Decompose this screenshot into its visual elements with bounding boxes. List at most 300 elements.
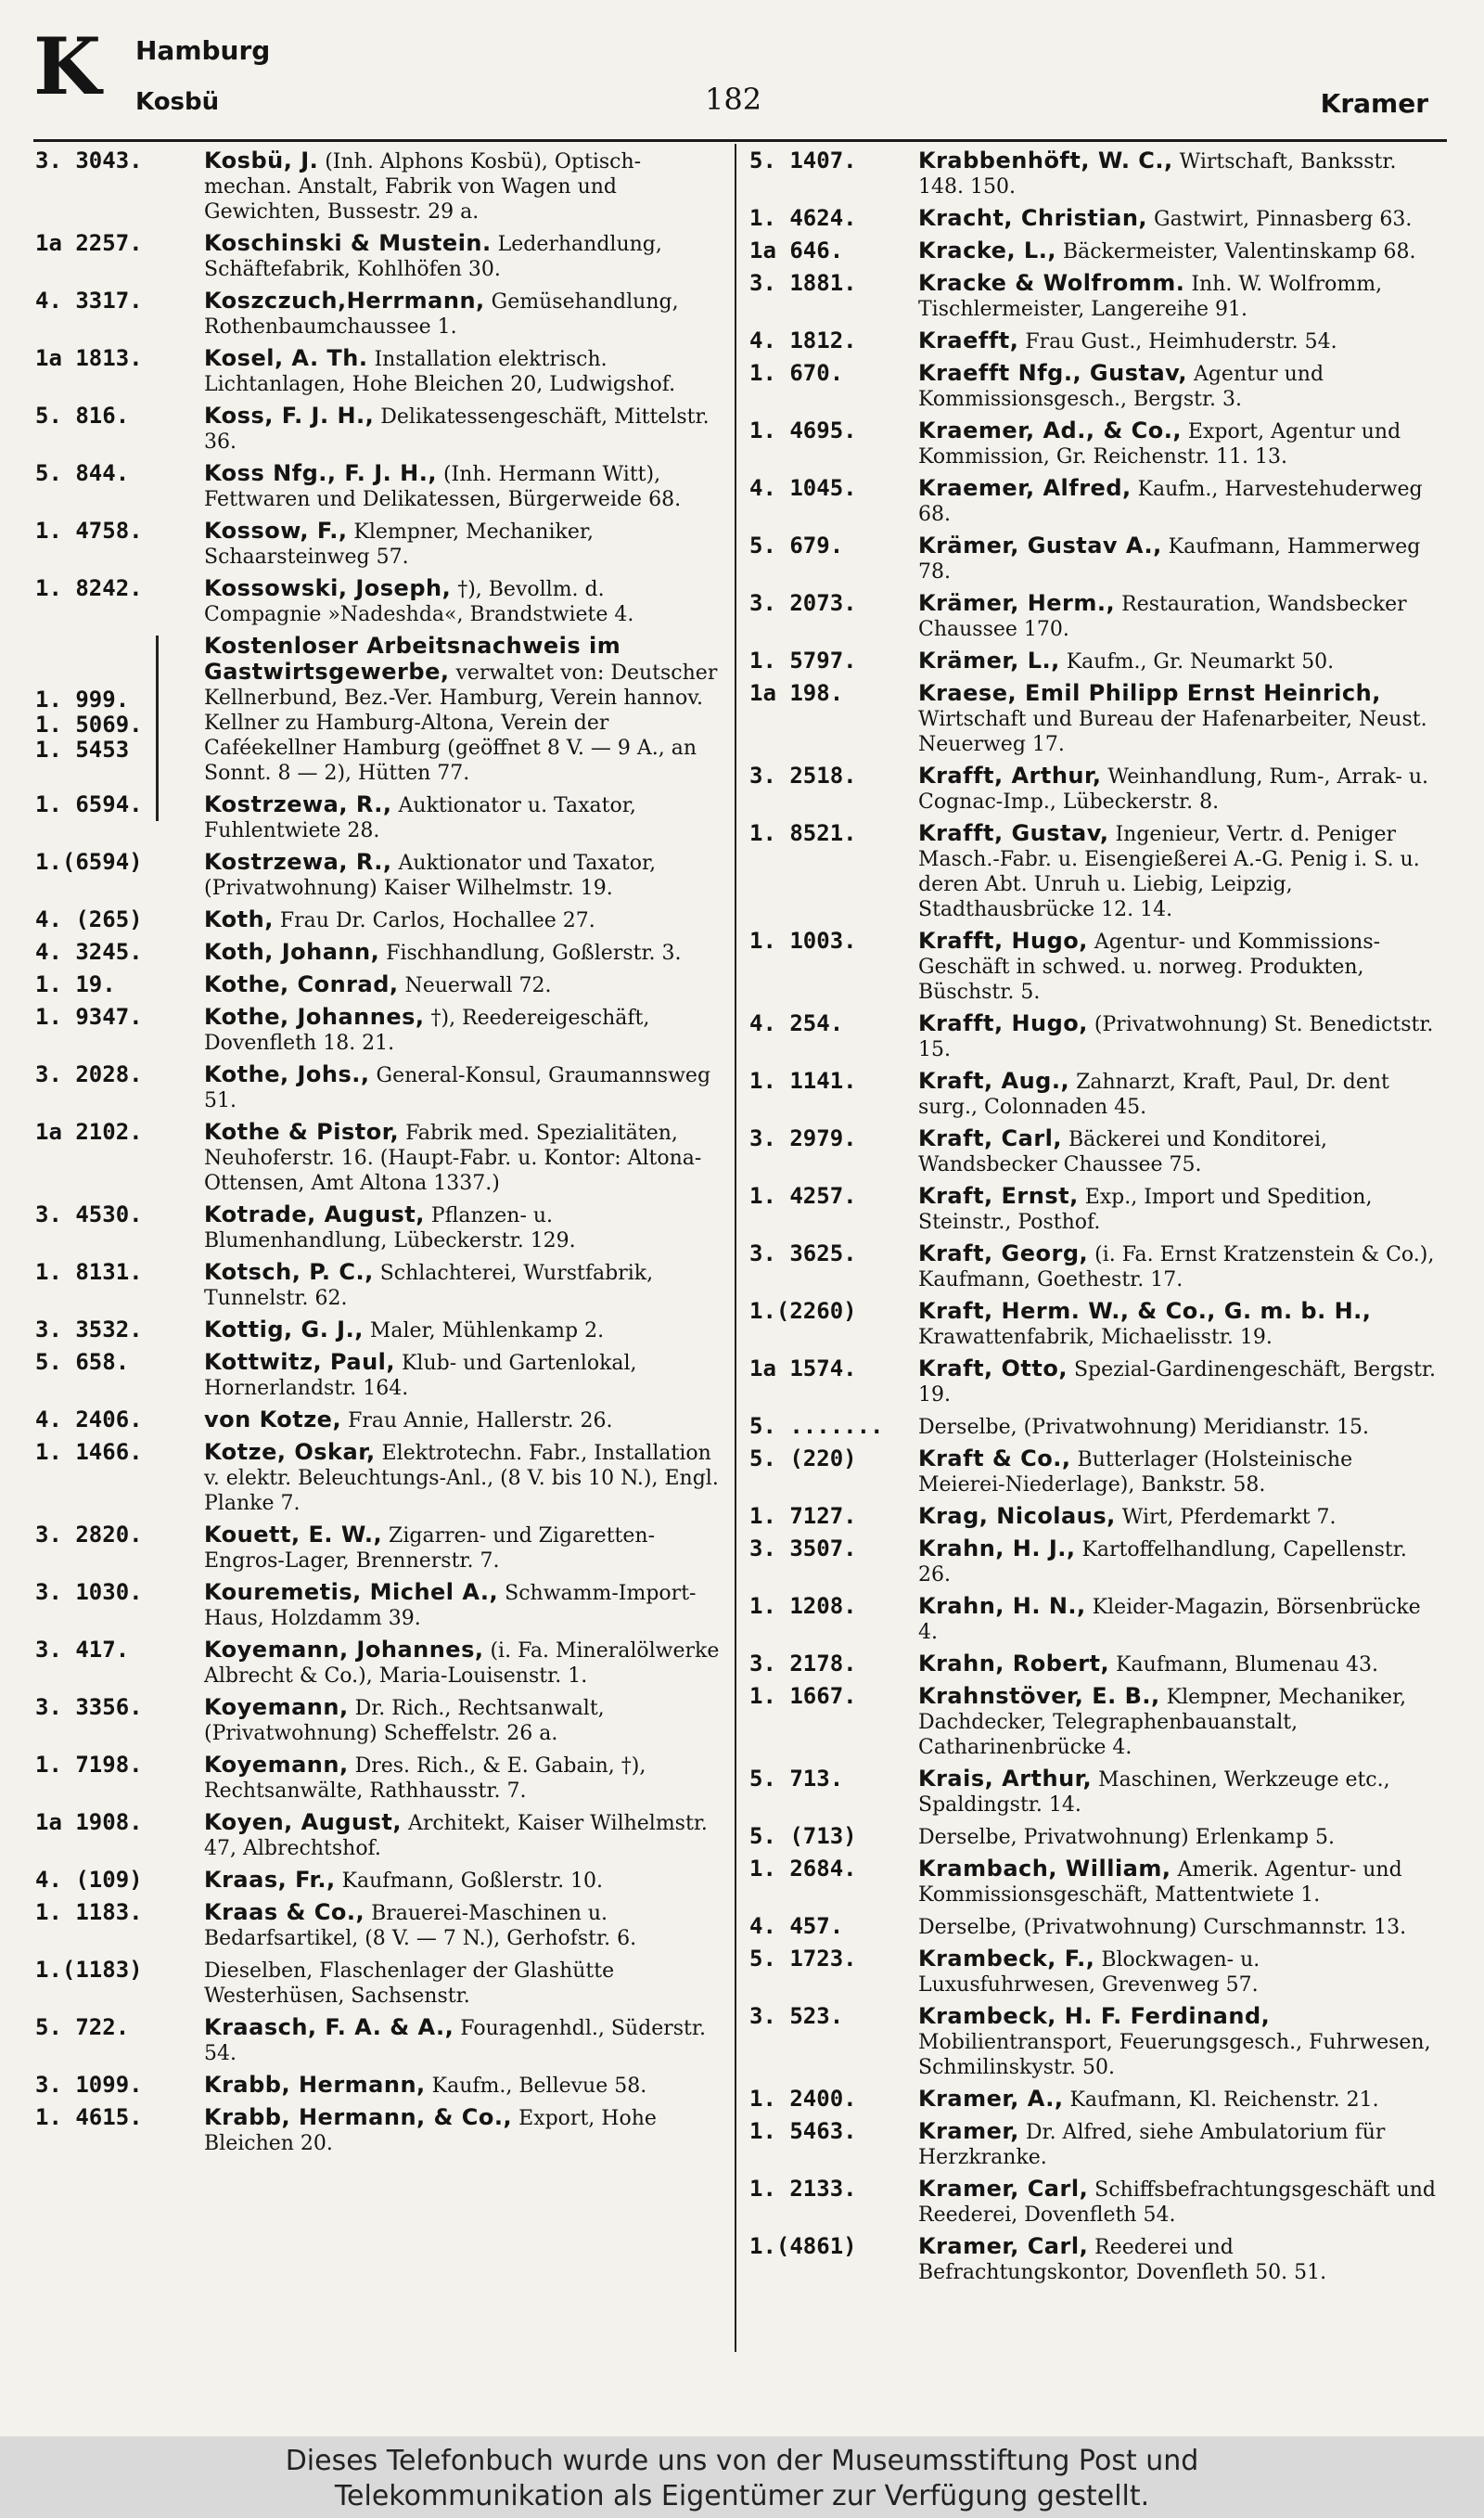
phone-number: 5. .......	[749, 1413, 884, 1439]
entry-description: Frau Annie, Hallerstr. 26.	[341, 1409, 613, 1432]
directory-entry	[749, 2119, 1436, 2170]
directory-entry	[749, 2177, 1436, 2228]
directory-entry	[749, 148, 1436, 199]
entry-description: Fischhandlung, Goßlerstr. 3.	[379, 942, 682, 965]
phone-number: 3. 3532.	[35, 1317, 143, 1343]
directory-entry	[749, 361, 1436, 412]
entry-name: Krahn, Robert,	[918, 1651, 1110, 1677]
entry-name: Kramer, Carl,	[918, 2176, 1089, 2202]
city-name: Hamburg	[135, 35, 271, 66]
directory-entry	[35, 972, 722, 998]
directory-entry	[35, 1522, 722, 1574]
right-entries	[749, 148, 1436, 2285]
entry-name: Krafft, Hugo,	[918, 1010, 1088, 1036]
directory-entry	[35, 2105, 722, 2156]
footer-line-2: Telekommunikation als Eigentümer zur Verfügung gestellt.	[334, 2480, 1150, 2512]
entry-description: Dr. Rich., Rechtsanwalt, (Privatwohnung) Scheffelstr. 26 a.	[204, 1697, 605, 1745]
phone-number: 5. (713)	[749, 1823, 857, 1849]
directory-entry	[749, 1684, 1436, 1760]
entry-description: Kartoffelhandlung, Capellenstr. 26.	[918, 1538, 1407, 1587]
phone-number: 1. 1003.	[749, 928, 857, 954]
left-column	[35, 148, 722, 2163]
entry-description: Pflanzen- u. Blumenhandlung, Lübeckerstr. 129.	[204, 1204, 576, 1253]
group-number: 1. 5453	[35, 737, 130, 763]
phone-number: 1. 2400.	[749, 2086, 857, 2112]
entry-description: Agentur- und Kommissions-Geschäft in schwed. u. norweg. Produkten, Büschstr. 5.	[918, 931, 1381, 1004]
entry-name: Kossow, F.,	[204, 518, 348, 544]
entry-name: Kraas, Fr.,	[204, 1867, 336, 1893]
entry-description: Dr. Alfred, siehe Ambulatorium für Herzkranke.	[918, 2121, 1386, 2169]
directory-entry	[35, 1753, 722, 1804]
entry-name: Kraemer, Ad., & Co.,	[918, 418, 1182, 443]
entry-name: Koth, Johann,	[204, 939, 380, 965]
phone-number: 3. 523.	[749, 2003, 844, 2029]
entry-name: Kraft & Co.,	[918, 1445, 1071, 1471]
entry-description: Auktionator und Taxator, (Privatwohnung) Kaiser Wilhelmstr. 19.	[204, 852, 657, 900]
entry-description: †), Bevollm. d. Compagnie »Nadeshda«, Brandstwiete 4.	[204, 578, 634, 626]
directory-entry	[749, 1536, 1436, 1587]
directory-entry	[35, 404, 722, 455]
directory-entry	[35, 1695, 722, 1746]
entry-name: Kramer, A.,	[918, 2086, 1064, 2112]
phone-number: 1. 19.	[35, 971, 116, 997]
entry-description: Weinhandlung, Rum-, Arrak- u. Cognac-Imp., Lübeckerstr. 8.	[918, 765, 1429, 814]
entry-name: Kosel, A. Th.	[204, 345, 368, 371]
entry-name: Kouremetis, Michel A.,	[204, 1579, 499, 1605]
entry-name: Kostrzewa, R.,	[204, 791, 392, 817]
phone-number: 3. 3507.	[749, 1535, 857, 1561]
directory-entry	[749, 681, 1436, 757]
entry-name: Kraefft Nfg., Gustav,	[918, 360, 1187, 386]
entry-description: Derselbe, Privatwohnung) Erlenkamp 5.	[918, 1826, 1335, 1849]
entry-description: Klempner, Mechaniker, Dachdecker, Telegraphenbauanstalt, Catharinenbrücke 4.	[918, 1686, 1407, 1759]
phone-number: 4. 254.	[749, 1010, 844, 1036]
entry-description: Bäckermeister, Valentinskamp 68.	[1055, 240, 1416, 263]
phone-number: 1.(1183)	[35, 1957, 143, 1983]
entry-description: Derselbe, (Privatwohnung) Curschmannstr. 13.	[918, 1916, 1407, 1939]
entry-description: Restauration, Wandsbecker Chaussee 170.	[918, 593, 1407, 641]
phone-number: 5. 713.	[749, 1766, 844, 1792]
left-entries-top	[35, 148, 722, 627]
entry-name: Kraft, Georg,	[918, 1240, 1089, 1266]
entry-description: Delikatessengeschäft, Mittelstr. 36.	[204, 405, 710, 454]
directory-entry	[749, 238, 1436, 264]
phone-number: 1a 2257.	[35, 230, 143, 256]
entry-name: Kraft, Carl,	[918, 1125, 1063, 1151]
phone-number: 5. 816.	[35, 403, 130, 429]
entry-name: Kracke, L.,	[918, 238, 1056, 263]
phone-number: 1. 1183.	[35, 1899, 143, 1925]
header-divider	[33, 139, 1447, 142]
phone-number: 1.(6594)	[35, 849, 143, 875]
entry-description: (Inh. Hermann Witt), Fettwaren und Delikatessen, Bürgerweide 68.	[204, 463, 682, 511]
directory-entry	[749, 271, 1436, 322]
directory-entry	[35, 231, 722, 282]
entry-description: Kaufmann, Goßlerstr. 10.	[335, 1869, 604, 1893]
directory-entry	[35, 1202, 722, 1253]
entry-description: Export, Agentur und Kommission, Gr. Reichenstr. 11. 13.	[918, 420, 1401, 469]
entry-description: Kaufm., Harvestehuderweg 68.	[918, 478, 1423, 526]
directory-entry	[749, 418, 1436, 469]
entry-name: Kraese, Emil Philipp Ernst Heinrich,	[918, 680, 1381, 706]
entry-name: Krämer, Herm.,	[918, 590, 1116, 616]
entry-name: Krambeck, H. F. Ferdinand,	[918, 2003, 1271, 2029]
directory-entry	[749, 591, 1436, 642]
entry-name: Koszczuch,Herrmann,	[204, 288, 485, 314]
entry-name: Kramer,	[918, 2118, 1019, 2144]
entry-name: Krais, Arthur,	[918, 1766, 1093, 1792]
phone-number: 1. 1208.	[749, 1593, 857, 1619]
directory-entry	[35, 1958, 722, 2009]
entry-description: Maler, Mühlenkamp 2.	[363, 1319, 605, 1343]
directory-entry	[749, 1241, 1436, 1292]
phone-number: 1a 2102.	[35, 1119, 143, 1145]
entry-description: Kleider-Magazin, Börsenbrücke 4.	[918, 1596, 1421, 1644]
entry-name: Kothe & Pistor,	[204, 1119, 400, 1145]
phone-number: 1. 4758.	[35, 518, 143, 544]
entry-name: Koss Nfg., F. J. H.,	[204, 460, 437, 486]
directory-entry	[749, 2234, 1436, 2285]
directory-entry	[35, 850, 722, 901]
phone-number: 1. 1466.	[35, 1439, 143, 1465]
entry-description: Fouragenhdl., Süderstr. 54.	[204, 2017, 706, 2065]
phone-number: 3. 2178.	[749, 1651, 857, 1677]
phone-number: 4. 457.	[749, 1913, 844, 1939]
entry-name: Krämer, Gustav A.,	[918, 533, 1162, 559]
entry-description: Kaufmann, Blumenau 43.	[1109, 1653, 1378, 1677]
group-number: 1. 5069.	[35, 712, 143, 738]
directory-entry	[749, 206, 1436, 232]
entry-name: Kraft, Ernst,	[918, 1183, 1079, 1209]
phone-number: 1. 4615.	[35, 2104, 143, 2130]
phone-number: 1a 198.	[749, 680, 844, 706]
phone-number: 3. 4530.	[35, 1201, 143, 1227]
first-entry-word: Kosbü	[135, 88, 220, 116]
entry-name: Kraas & Co.,	[204, 1899, 365, 1925]
phone-number: 3. 2820.	[35, 1522, 143, 1548]
entry-name: Kothe, Johs.,	[204, 1061, 370, 1087]
directory-entry	[35, 2073, 722, 2099]
entry-name: Kothe, Conrad,	[204, 971, 399, 997]
left-entries-bottom	[35, 792, 722, 2156]
phone-number: 3. 417.	[35, 1637, 130, 1663]
directory-entry	[35, 346, 722, 397]
directory-entry	[749, 1856, 1436, 1908]
entry-description: Auktionator u. Taxator, Fuhlentwiete 28.	[204, 794, 636, 842]
phone-number: 5. 1723.	[749, 1946, 857, 1972]
directory-entry	[749, 764, 1436, 815]
footer-line-1: Dieses Telefonbuch wurde uns von der Museumsstiftung Post und	[285, 2445, 1199, 2477]
entry-description: verwaltet von: Deutscher Kellnerbund, Bez.-Ver. Hamburg, Verein hannov. Kellner zu Hamburg-Altona, Verein der Caféekellner Hamburg (geöffnet 8 V. — 9 A., an Sonnt. 8 — 2), Hütten 77.	[204, 662, 718, 785]
phone-number: 3. 3043.	[35, 148, 143, 173]
directory-entry	[749, 929, 1436, 1005]
directory-entry	[35, 1317, 722, 1343]
entry-name: Krahn, H. J.,	[918, 1535, 1076, 1561]
entry-name: Krambach, William,	[918, 1856, 1171, 1882]
phone-number: 5. (220)	[749, 1445, 857, 1471]
phone-number: 1. 6594.	[35, 791, 143, 817]
phone-number: 1a 646.	[749, 238, 844, 263]
entry-description: Zahnarzt, Kraft, Paul, Dr. dent surg., Colonnaden 45.	[918, 1071, 1389, 1119]
entry-description: (i. Fa. Mineralölwerke Albrecht & Co.), Maria-Louisenstr. 1.	[204, 1639, 720, 1688]
directory-entry	[35, 907, 722, 933]
phone-number: 3. 1881.	[749, 270, 857, 296]
entry-description: Kaufm., Bellevue 58.	[425, 2075, 647, 2098]
entry-description: Maschinen, Werkzeuge etc., Spaldingstr. 14.	[918, 1768, 1390, 1817]
phone-number: 1.(4861)	[749, 2233, 857, 2259]
entry-description: Bäckerei und Konditorei, Wandsbecker Chaussee 75.	[918, 1128, 1327, 1176]
phone-number: 5. 722.	[35, 2014, 130, 2040]
directory-entry	[749, 1766, 1436, 1818]
phone-number: 1. 4257.	[749, 1183, 857, 1209]
entry-description: Fabrik med. Spezialitäten, Neuhoferstr. 16. (Haupt-Fabr. u. Kontor: Altona-Ottensen, Amt Altona 1337.)	[204, 1122, 702, 1195]
entry-description: Wirtschaft, Banksstr. 148. 150.	[918, 150, 1397, 199]
phone-number: 4. 2406.	[35, 1407, 143, 1432]
entry-name: Kraft, Herm. W., & Co., G. m. b. H.,	[918, 1298, 1372, 1324]
entry-name: Kraemer, Alfred,	[918, 475, 1132, 501]
directory-entry	[35, 1580, 722, 1631]
entry-description: (Inh. Alphons Kosbü), Optisch-mechan. Anstalt, Fabrik von Wagen und Gewichten, Bussestr. 29 a.	[204, 150, 642, 224]
directory-entry	[749, 1356, 1436, 1407]
section-letter: K	[33, 20, 102, 112]
entry-name: Kracke & Wolfromm.	[918, 270, 1185, 296]
entry-name: Kraasch, F. A. & A.,	[204, 2014, 454, 2040]
phone-number: 1a 1574.	[749, 1355, 857, 1381]
directory-entry	[749, 533, 1436, 585]
entry-name: Koyemann,	[204, 1694, 349, 1720]
entry-name: Kotsch, P. C.,	[204, 1259, 374, 1285]
entry-name: Kraefft,	[918, 328, 1019, 353]
entry-name: Kraft, Otto,	[918, 1355, 1068, 1381]
entry-name: Kramer, Carl,	[918, 2233, 1089, 2259]
entry-name: Kossowski, Joseph,	[204, 575, 452, 601]
entry-name: Kouett, E. W.,	[204, 1522, 383, 1548]
directory-entry	[749, 1011, 1436, 1062]
phone-number: 1a 1813.	[35, 345, 143, 371]
directory-entry	[35, 519, 722, 570]
directory-entry	[35, 1062, 722, 1113]
directory-entry	[35, 1350, 722, 1401]
directory-entry	[35, 1440, 722, 1516]
entry-name: Kothe, Johannes,	[204, 1004, 425, 1030]
group-entry	[35, 634, 722, 786]
directory-entry	[35, 148, 722, 225]
phone-number: 1. 1667.	[749, 1683, 857, 1709]
group-numbers	[35, 687, 143, 763]
entry-description: Schiffsbefrachtungsgeschäft und Reederei, Dovenfleth 54.	[918, 2178, 1437, 2227]
phone-number: 1. 7198.	[35, 1752, 143, 1778]
directory-entry	[35, 1407, 722, 1433]
entry-description: Wirtschaft und Bureau der Hafenarbeiter, Neust. Neuerweg 17.	[918, 708, 1427, 756]
entry-description: Dieselben, Flaschenlager der Glashütte Westerhüsen, Sachsenstr.	[204, 1959, 615, 2008]
column-divider	[735, 144, 736, 2352]
entry-name: Koth,	[204, 906, 274, 932]
phone-number: 3. 2518.	[749, 763, 857, 789]
phone-number: 3. 1099.	[35, 2072, 143, 2098]
phone-number: 4. 1045.	[749, 475, 857, 501]
directory-entry	[35, 1260, 722, 1311]
phone-number: 1. 7127.	[749, 1503, 857, 1529]
entry-description: Dres. Rich., & E. Gabain, †), Rechtsanwälte, Rathhausstr. 7.	[204, 1754, 646, 1803]
phone-number: 1. 8131.	[35, 1259, 143, 1285]
entry-description: Blockwagen- u. Luxusfuhrwesen, Grevenweg 57.	[918, 1948, 1260, 1997]
entry-description: Lederhandlung, Schäftefabrik, Kohlhöfen 30.	[204, 233, 662, 281]
entry-description: Schwamm-Import-Haus, Holzdamm 39.	[204, 1582, 697, 1630]
phone-number: 1. 4695.	[749, 418, 857, 443]
directory-entry	[749, 1594, 1436, 1645]
directory-entry	[749, 1126, 1436, 1177]
phone-number: 3. 3356.	[35, 1694, 143, 1720]
entry-name: Krabb, Hermann, & Co.,	[204, 2104, 513, 2130]
entry-name: Krambeck, F.,	[918, 1946, 1095, 1972]
phone-number: 3. 2979.	[749, 1125, 857, 1151]
entry-name: Kostenloser Arbeitsnachweis im Gastwirtsgewerbe,	[204, 633, 621, 685]
phone-number: 1. 5463.	[749, 2118, 857, 2144]
directory-entry	[35, 576, 722, 627]
entry-description: Brauerei-Maschinen u. Bedarfsartikel, (8 V. — 7 N.), Gerhofstr. 6.	[204, 1902, 637, 1950]
entry-name: Koss, F. J. H.,	[204, 403, 375, 429]
entry-description: Kaufmann, Hammerweg 78.	[918, 535, 1421, 584]
entry-description: Frau Dr. Carlos, Hochallee 27.	[273, 909, 595, 932]
entry-description: Neuerwall 72.	[398, 974, 552, 997]
directory-entry	[749, 821, 1436, 922]
directory-entry	[749, 1824, 1436, 1850]
entry-description: (i. Fa. Ernst Kratzenstein & Co.), Kaufmann, Goethestr. 17.	[918, 1243, 1435, 1291]
entry-description: Krawattenfabrik, Michaelisstr. 19.	[918, 1326, 1273, 1349]
phone-number: 4. 3317.	[35, 288, 143, 314]
directory-entry	[749, 1299, 1436, 1350]
phone-number: 4. 3245.	[35, 939, 143, 965]
directory-entry	[749, 1946, 1436, 1998]
phone-number: 1a 1908.	[35, 1809, 143, 1835]
directory-entry	[35, 1120, 722, 1196]
directory-entry	[749, 1184, 1436, 1235]
right-column	[749, 148, 1436, 2292]
page-number: 182	[705, 82, 762, 117]
entry-name: von Kotze,	[204, 1407, 342, 1432]
entry-name: Krag, Nicolaus,	[918, 1503, 1116, 1529]
directory-entry	[749, 476, 1436, 527]
phone-number: 1. 5797.	[749, 648, 857, 674]
entry-description: Installation elektrisch. Lichtanlagen, Hohe Bleichen 20, Ludwigshof.	[204, 348, 676, 396]
page-header	[0, 0, 1484, 139]
entry-description: Ingenieur, Vertr. d. Peniger Masch.-Fabr. u. Eisengießerei A.-G. Penig i. S. u. deren Abt. Unruh u. Liebig, Leipzig, Stadthausbrücke 12. 14.	[918, 823, 1420, 921]
entry-name: Krafft, Gustav,	[918, 820, 1109, 846]
directory-entry	[749, 1446, 1436, 1497]
phone-number: 5. 1407.	[749, 148, 857, 173]
entry-name: Krahnstöver, E. B.,	[918, 1683, 1160, 1709]
entry-description: Mobilientransport, Feuerungsgesch., Fuhrwesen, Schmilinskystr. 50.	[918, 2031, 1431, 2079]
directory-entry	[749, 328, 1436, 354]
entry-description: Gemüsehandlung, Rothenbaumchaussee 1.	[204, 290, 679, 339]
entry-description: Inh. W. Wolfromm, Tischlermeister, Langereihe 91.	[918, 273, 1383, 321]
entry-name: Kostrzewa, R.,	[204, 849, 392, 875]
entry-name: Kottig, G. J.,	[204, 1317, 364, 1343]
phone-number: 1. 4624.	[749, 205, 857, 231]
phone-number: 3. 3625.	[749, 1240, 857, 1266]
entry-description: Agentur und Kommissionsgesch., Bergstr. 3.	[918, 363, 1324, 411]
entry-description: General-Konsul, Graumannsweg 51.	[204, 1064, 711, 1112]
entry-description: Kaufm., Gr. Neumarkt 50.	[1059, 650, 1335, 674]
entry-description: Wirt, Pferdemarkt 7.	[1115, 1506, 1337, 1529]
directory-entry	[35, 1810, 722, 1861]
entry-description: Export, Hohe Bleichen 20.	[204, 2107, 657, 2155]
phone-number: 1. 8521.	[749, 820, 857, 846]
phone-number: 1. 2133.	[749, 2176, 857, 2202]
entry-description: Kaufmann, Kl. Reichenstr. 21.	[1063, 2088, 1379, 2112]
directory-entry	[35, 940, 722, 966]
phone-number: 3. 1030.	[35, 1579, 143, 1605]
entry-description: Elektrotechn. Fabr., Installation v. elektr. Beleuchtungs-Anl., (8 V. bis 10 N.), Engl. Planke 7.	[204, 1442, 719, 1515]
entry-description: Zigarren- und Zigaretten-Engros-Lager, Brennerstr. 7.	[204, 1524, 656, 1573]
entry-name: Koschinski & Mustein.	[204, 230, 492, 256]
entry-name: Krahn, H. N.,	[918, 1593, 1086, 1619]
entry-description: Derselbe, (Privatwohnung) Meridianstr. 15.	[918, 1416, 1370, 1439]
entry-name: Krafft, Hugo,	[918, 928, 1088, 954]
entry-name: Kraft, Aug.,	[918, 1068, 1070, 1094]
phone-number: 1.(2260)	[749, 1298, 857, 1324]
last-entry-word: Kramer	[1320, 88, 1428, 119]
directory-entry	[35, 289, 722, 340]
directory-entry	[749, 1414, 1436, 1440]
phone-number: 1. 8242.	[35, 575, 143, 601]
directory-entry	[35, 1900, 722, 1951]
entry-name: Krabbenhöft, W. C.,	[918, 148, 1173, 173]
phone-number: 1. 2684.	[749, 1856, 857, 1882]
directory-entry	[35, 1868, 722, 1894]
phone-number: 3. 2028.	[35, 1061, 143, 1087]
entry-description: Klub- und Gartenlokal, Hornerlandstr. 164.	[204, 1352, 637, 1400]
directory-entry	[749, 1504, 1436, 1530]
directory-entry	[35, 1638, 722, 1689]
entry-description: Frau Gust., Heimhuderstr. 54.	[1018, 330, 1337, 353]
phone-number: 5. 658.	[35, 1349, 130, 1375]
entry-description: Reederei und Befrachtungskontor, Dovenfleth 50. 51.	[918, 2236, 1327, 2284]
directory-entry	[35, 1005, 722, 1056]
directory-entry	[35, 461, 722, 512]
entry-description: Gastwirt, Pinnasberg 63.	[1147, 208, 1413, 231]
entry-description: Amerik. Agentur- und Kommissionsgeschäft, Mattentwiete 1.	[918, 1858, 1402, 1907]
entry-description: Klempner, Mechaniker, Schaarsteinweg 57.	[204, 520, 594, 569]
directory-entry	[749, 2087, 1436, 2113]
directory-entry	[749, 649, 1436, 674]
phone-number: 1. 9347.	[35, 1004, 143, 1030]
phone-number: 1. 670.	[749, 360, 844, 386]
directory-entry	[749, 1069, 1436, 1120]
entry-description: Architekt, Kaiser Wilhelmstr. 47, Albrechtshof.	[204, 1812, 708, 1860]
directory-entry	[749, 2004, 1436, 2080]
entry-name: Koyen, August,	[204, 1809, 402, 1835]
group-number: 1. 999.	[35, 687, 130, 713]
phone-number: 3. 2073.	[749, 590, 857, 616]
entry-description: Butterlager (Holsteinische Meierei-Niederlage), Bankstr. 58.	[918, 1448, 1353, 1497]
entry-name: Krämer, L.,	[918, 648, 1060, 674]
directory-entry	[749, 1914, 1436, 1940]
entry-name: Kracht, Christian,	[918, 205, 1148, 231]
entry-name: Koyemann,	[204, 1752, 349, 1778]
entry-name: Kotrade, August,	[204, 1201, 425, 1227]
directory-entry	[749, 1651, 1436, 1677]
entry-name: Koyemann, Johannes,	[204, 1637, 484, 1663]
phone-number: 4. (265)	[35, 906, 143, 932]
phone-number: 4. 1812.	[749, 328, 857, 353]
directory-entry	[35, 792, 722, 843]
entry-name: Krafft, Arthur,	[918, 763, 1102, 789]
entry-description: Exp., Import und Spedition, Steinstr., Posthof.	[918, 1186, 1373, 1234]
entry-name: Kotze, Oskar,	[204, 1439, 376, 1465]
entry-name: Kosbü, J.	[204, 148, 319, 173]
entry-description: †), Reedereigeschäft, Dovenfleth 18. 21.	[204, 1007, 650, 1055]
